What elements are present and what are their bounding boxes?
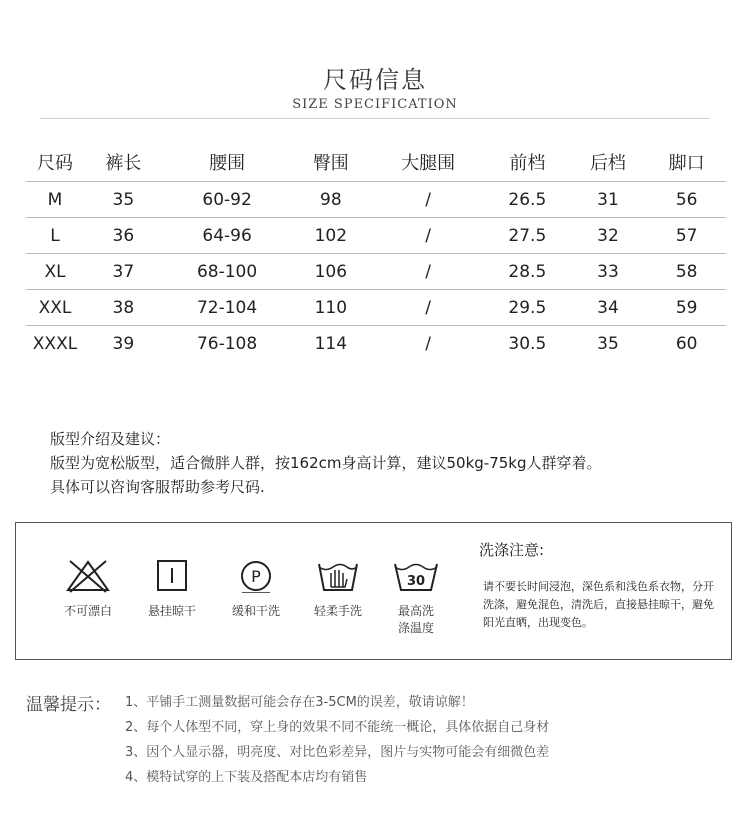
table-cell: 30.5 bbox=[486, 326, 569, 362]
column-header: 前档 bbox=[509, 153, 546, 174]
table-row bbox=[26, 326, 726, 362]
table-cell: 102 bbox=[291, 218, 370, 254]
table-cell: 33 bbox=[569, 254, 648, 290]
table-cell: 34 bbox=[569, 290, 648, 326]
page-title: 尺码信息 bbox=[323, 66, 427, 94]
tip-item: 4、模特试穿的上下装及搭配本店均有销售 bbox=[125, 770, 368, 785]
table-cell: 28.5 bbox=[486, 254, 569, 290]
care-item bbox=[384, 559, 448, 637]
table-cell: 72-104 bbox=[163, 290, 292, 326]
fit-heading: 版型介绍及建议： bbox=[50, 430, 171, 448]
fit-line: 版型为宽松版型，适合微胖人群，按162cm身高计算，建议50kg-75kg人群穿着。 bbox=[50, 454, 602, 472]
fit-line: 具体可以咨询客服帮助参考尺码. bbox=[50, 478, 265, 496]
care-item bbox=[306, 559, 370, 620]
table-cell: M bbox=[26, 182, 84, 218]
table-cell: 31 bbox=[569, 182, 648, 218]
table-cell: 37 bbox=[84, 254, 163, 290]
table-cell: 27.5 bbox=[486, 218, 569, 254]
care-label: 轻柔手洗 bbox=[313, 604, 362, 618]
table-cell: 36 bbox=[84, 218, 163, 254]
column-header: 腰围 bbox=[209, 153, 246, 174]
care-label: 悬挂晾干 bbox=[147, 604, 196, 618]
table-cell: 35 bbox=[84, 182, 163, 218]
column-header: 后档 bbox=[589, 153, 626, 174]
table-cell: 60-92 bbox=[163, 182, 292, 218]
tip-item: 1、平铺手工测量数据可能会存在3-5CM的误差，敬请谅解！ bbox=[125, 695, 474, 710]
column-header: 脚口 bbox=[668, 153, 705, 174]
table-cell: 39 bbox=[84, 326, 163, 362]
wash-temperature-icon bbox=[392, 559, 440, 593]
care-item bbox=[56, 559, 120, 620]
hand-wash-icon bbox=[314, 559, 362, 593]
title-divider bbox=[40, 118, 710, 119]
table-cell: 98 bbox=[291, 182, 370, 218]
column-header: 大腿围 bbox=[401, 153, 456, 174]
size-table bbox=[26, 143, 726, 361]
table-cell: 114 bbox=[291, 326, 370, 362]
table-cell: 110 bbox=[291, 290, 370, 326]
table-cell: 106 bbox=[291, 254, 370, 290]
care-item bbox=[140, 559, 204, 620]
table-row bbox=[26, 182, 726, 218]
table-cell: L bbox=[26, 218, 84, 254]
table-cell: 60 bbox=[647, 326, 726, 362]
table-cell: 29.5 bbox=[486, 290, 569, 326]
table-cell: XXXL bbox=[26, 326, 84, 362]
column-header: 裤长 bbox=[105, 153, 142, 174]
table-cell: 58 bbox=[647, 254, 726, 290]
table-cell: / bbox=[370, 218, 486, 254]
care-instructions-box bbox=[15, 522, 732, 660]
table-row bbox=[26, 218, 726, 254]
no-bleach-icon bbox=[64, 559, 112, 593]
care-text: 请不要长时间浸泡，深色系和浅色系衣物，分开洗涤，避免混色，清洗后，直接悬挂晾干，避免阳光直晒，出现变色。 bbox=[483, 580, 714, 629]
care-label-line: 最高洗 bbox=[397, 604, 434, 618]
tip-item: 2、每个人体型不同，穿上身的效果不同不能统一概论，具体依据自己身材 bbox=[125, 720, 550, 735]
table-cell: 56 bbox=[647, 182, 726, 218]
table-cell: 38 bbox=[84, 290, 163, 326]
table-cell: 64-96 bbox=[163, 218, 292, 254]
care-label: 不可漂白 bbox=[63, 604, 112, 618]
care-label-line: 涤温度 bbox=[397, 621, 434, 635]
table-row bbox=[26, 290, 726, 326]
dry-clean-symbol: P bbox=[251, 567, 261, 586]
table-cell: 59 bbox=[647, 290, 726, 326]
table-cell: / bbox=[370, 182, 486, 218]
table-cell: 26.5 bbox=[486, 182, 569, 218]
care-label bbox=[384, 603, 448, 637]
column-header: 尺码 bbox=[37, 153, 73, 174]
size-table-header bbox=[26, 143, 726, 182]
table-cell: / bbox=[370, 326, 486, 362]
table-cell: XXL bbox=[26, 290, 84, 326]
table-row bbox=[26, 254, 726, 290]
care-label: 缓和干洗 bbox=[231, 604, 280, 618]
tips-label: 温馨提示： bbox=[26, 695, 111, 715]
table-cell: 32 bbox=[569, 218, 648, 254]
table-cell: / bbox=[370, 290, 486, 326]
care-item bbox=[224, 559, 288, 620]
care-title: 洗涤注意: bbox=[479, 541, 545, 559]
table-cell: XL bbox=[26, 254, 84, 290]
dry-clean-icon bbox=[232, 559, 280, 593]
page-subtitle: SIZE SPECIFICATION bbox=[292, 97, 458, 112]
fit-advice bbox=[50, 427, 602, 499]
table-cell: / bbox=[370, 254, 486, 290]
hang-dry-icon bbox=[148, 559, 196, 593]
table-cell: 68-100 bbox=[163, 254, 292, 290]
wash-temperature-value: 30 bbox=[406, 574, 426, 589]
table-cell: 57 bbox=[647, 218, 726, 254]
tip-item: 3、因个人显示器，明亮度、对比色彩差异，图片与实物可能会有细微色差 bbox=[125, 745, 550, 760]
column-header: 臀围 bbox=[312, 153, 349, 174]
table-cell: 76-108 bbox=[163, 326, 292, 362]
tips-list bbox=[125, 690, 549, 790]
table-cell: 35 bbox=[569, 326, 648, 362]
